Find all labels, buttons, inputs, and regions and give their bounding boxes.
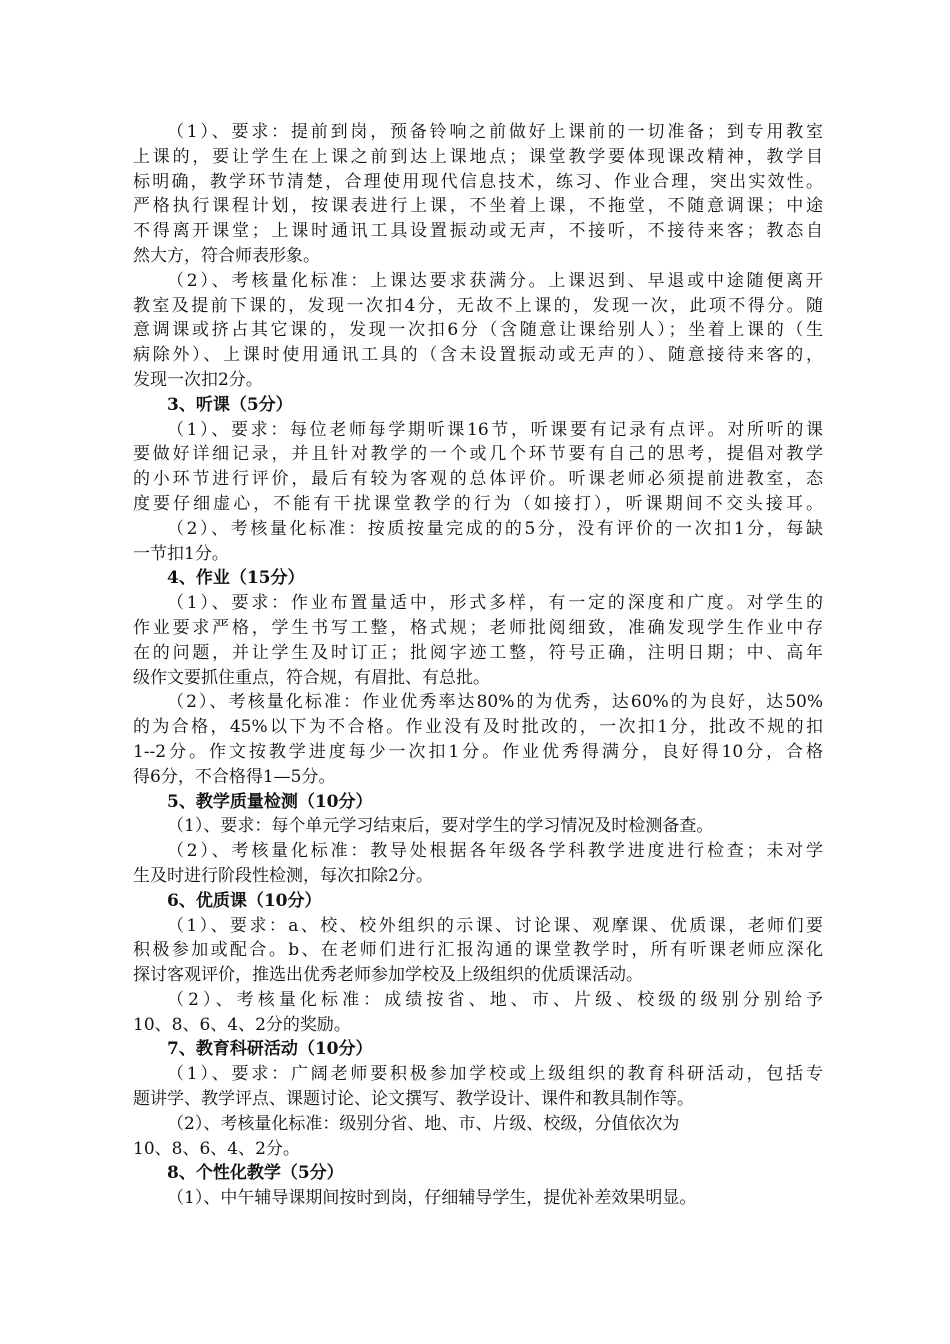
paragraph-line: 得6分，不合格得1—5分。 (133, 766, 336, 787)
paragraph-line: 生及时进行阶段性检测，每次扣除2分。 (133, 865, 433, 886)
paragraph-line: （1）、要求：每位老师每学期听课16节，听课要有记录有点评。对所听的课 (167, 419, 823, 440)
paragraph-line: 不得离开课堂；上课时通讯工具设置振动或无声，不接听，不接待来客；教态自 (133, 221, 823, 242)
section-heading: 4、作业（15分） (167, 568, 305, 589)
paragraph-line: （2）、考核量化标准：级别分省、地、市、片级、校级，分值依次为 (167, 1113, 680, 1134)
paragraph-line: 标明确，教学环节清楚，合理使用现代信息技术，练习、作业合理，突出实效性。 (133, 171, 823, 192)
paragraph-line: 10、8、6、4、2分的奖励。 (133, 1014, 351, 1035)
paragraph-line: 在的问题，并让学生及时订正；批阅字迹工整，符号正确，注明日期；中、高年 (133, 642, 823, 663)
paragraph-line: （1）、中午辅导课期间按时到岗，仔细辅导学生，提优补差效果明显。 (167, 1188, 697, 1209)
section-heading: 5、教学质量检测（10分） (167, 791, 373, 812)
paragraph-line: 的小环节进行评价，最后有较为客观的总体评价。听课老师必须提前进教室，态 (133, 469, 823, 490)
paragraph-line: 一节扣1分。 (133, 543, 229, 564)
paragraph-line: 级作文要抓住重点，符合规，有眉批、有总批。 (133, 667, 490, 688)
paragraph-line: 题讲学、教学评点、课题讨论、论文撰写、教学设计、课件和教具制作等。 (133, 1089, 694, 1110)
section-heading: 8、个性化教学（5分） (167, 1163, 344, 1184)
paragraph-line: （1）、要求：作业布置量适中，形式多样，有一定的深度和广度。对学生的 (167, 593, 823, 614)
document-body (133, 120, 823, 1211)
paragraph-line: 教室及提前下课的，发现一次扣4分，无故不上课的，发现一次，此项不得分。随 (133, 295, 823, 316)
paragraph-line: 病除外）、上课时使用通讯工具的（含未设置振动或无声的）、随意接待来客的， (133, 345, 823, 366)
paragraph-line: （1）、要求：a、校、校外组织的示课、讨论课、观摩课、优质课，老师们要 (167, 915, 823, 936)
paragraph-line: （2）、考核量化标准：成绩按省、地、市、片级、校级的级别分别给予 (167, 989, 823, 1010)
paragraph-line: 10、8、6、4、2分。 (133, 1138, 300, 1159)
paragraph-line: 发现一次扣2分。 (133, 369, 263, 390)
paragraph-line: 1--2分。作文按教学进度每少一次扣1分。作业优秀得满分，良好得10分，合格 (133, 741, 823, 762)
paragraph-line: 严格执行课程计划，按课表进行上课，不坐着上课，不拖堂，不随意调课；中途 (133, 196, 823, 217)
paragraph-line: 作业要求严格，学生书写工整，格式规；老师批阅细致，准确发现学生作业中存 (133, 617, 823, 638)
paragraph-line: 探讨客观评价，推选出优秀老师参加学校及上级组织的优质课活动。 (133, 965, 643, 986)
paragraph-line: 上课的，要让学生在上课之前到达上课地点；课堂教学要体现课改精神，教学目 (133, 146, 823, 167)
paragraph-line: （1）、要求：提前到岗，预备铃响之前做好上课前的一切准备；到专用教室 (167, 122, 823, 142)
section-heading: 3、听课（5分） (167, 394, 293, 415)
paragraph-line: 度要仔细虚心，不能有干扰课堂教学的行为（如接打），听课期间不交头接耳。 (133, 493, 823, 514)
paragraph-line: （2）、考核量化标准：作业优秀率达80%的为优秀，达60%的为良好，达50% (167, 692, 823, 713)
paragraph-line: （1）、要求：广阔老师要积极参加学校或上级组织的教育科研活动，包括专 (167, 1064, 823, 1085)
paragraph-line: （2）、考核量化标准：上课达要求获满分。上课迟到、早退或中途随便离开 (167, 270, 823, 291)
paragraph-line: （2）、考核量化标准：按质按量完成的的5分，没有评价的一次扣1分，每缺 (167, 518, 823, 539)
paragraph-line: 意调课或挤占其它课的，发现一次扣6分（含随意让课给别人）；坐着上课的（生 (133, 320, 823, 341)
paragraph-line: 然大方，符合师表形象。 (133, 245, 320, 266)
paragraph-line: 积极参加或配合。b、在老师们进行汇报沟通的课堂教学时，所有听课老师应深化 (133, 940, 823, 961)
section-heading: 7、教育科研活动（10分） (167, 1039, 373, 1060)
paragraph-line: 要做好详细记录，并且针对教学的一个或几个环节要有自己的思考，提倡对教学 (133, 444, 823, 465)
section-heading: 6、优质课（10分） (167, 890, 322, 911)
paragraph-line: （1）、要求：每个单元学习结束后，要对学生的学习情况及时检测备查。 (167, 816, 714, 837)
paragraph-line: （2）、考核量化标准：教导处根据各年级各学科教学进度进行检查；未对学 (167, 841, 823, 862)
paragraph-line: 的为合格，45%以下为不合格。作业没有及时批改的，一次扣1分，批改不规的扣 (133, 717, 823, 738)
